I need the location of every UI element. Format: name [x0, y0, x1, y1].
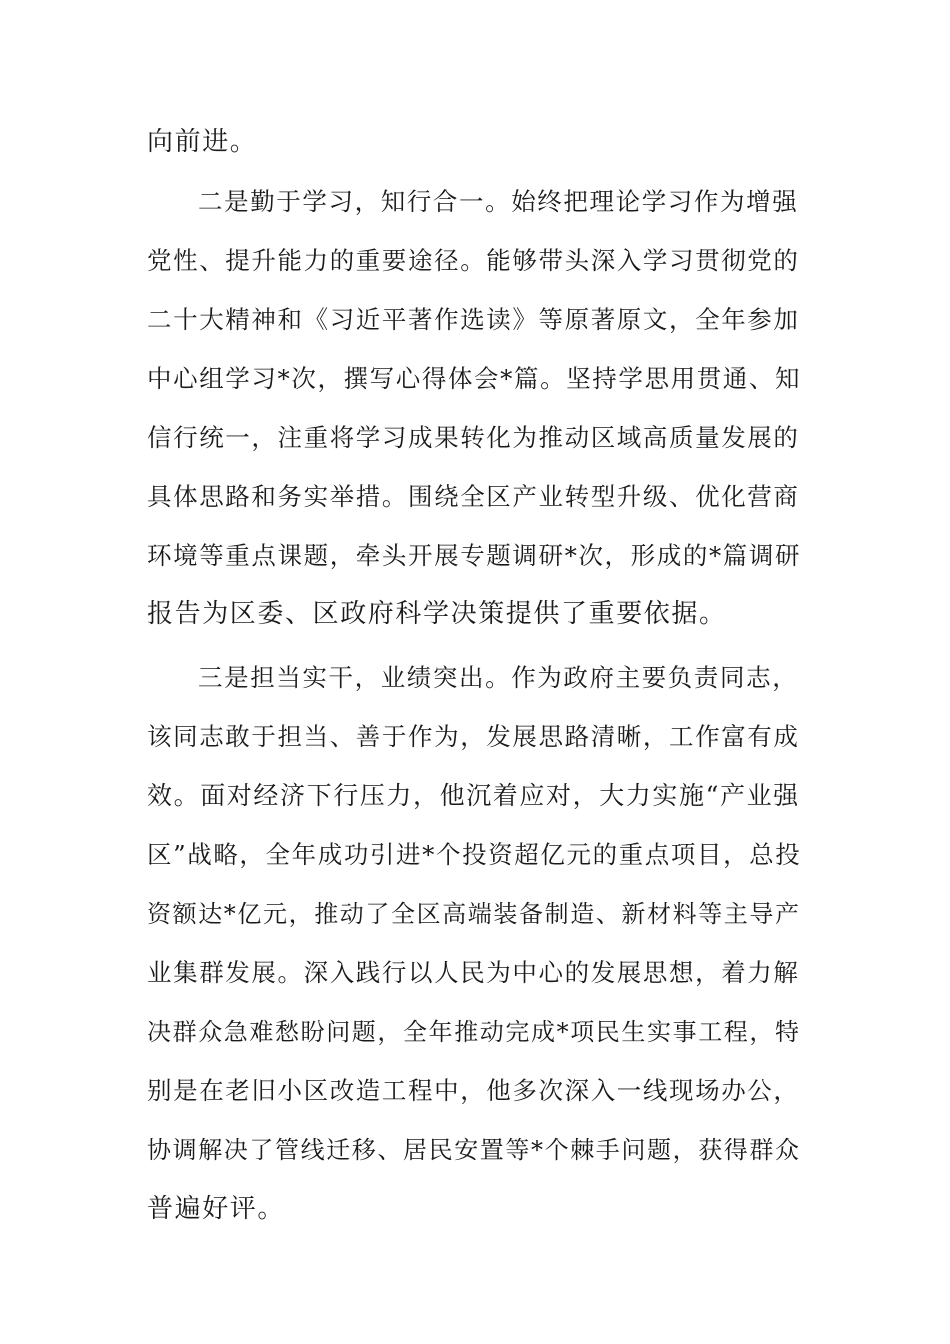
text-line: 效。面对经济下行压力，他沉着应对，大力实施“产业强	[147, 781, 800, 810]
text-line: 该同志敢于担当、善于作为，发展思路清晰，工作富有成	[147, 722, 800, 751]
text-line: 决群众急难愁盼问题，全年推动完成*项民生实事工程，特	[147, 1018, 801, 1046]
text-line: 报告为区委、区政府科学决策提供了重要依据。	[147, 599, 727, 629]
text-line: 资额达*亿元，推动了全区高端装备制造、新材料等主导产	[147, 900, 801, 928]
text-line: 环境等重点课题，牵头开展专题调研*次，形成的*篇调研	[147, 541, 802, 570]
paragraph-start-line: 二是勤于学习，知行合一。始终把理论学习作为增强	[198, 187, 799, 216]
text-line: 业集群发展。深入践行以人民为中心的发展思想，着力解	[147, 958, 800, 987]
text-line: 二十大精神和《习近平著作选读》等原著原文，全年参加	[147, 305, 800, 334]
text-line: 区”战略，全年成功引进*个投资超亿元的重点项目，总投	[147, 840, 802, 869]
text-line: 党性、提升能力的重要途径。能够带头深入学习贯彻党的	[147, 246, 800, 275]
paragraph-start-line: 三是担当实干，业绩突出。作为政府主要负责同志，	[198, 663, 799, 692]
text-line: 向前进。	[147, 127, 258, 157]
text-line: 协调解决了管线迁移、居民安置等*个棘手问题，获得群众	[147, 1136, 801, 1164]
text-line: 中心组学习*次，撰写心得体会*篇。坚持学思用贯通、知	[147, 364, 802, 393]
text-line: 信行统一，注重将学习成果转化为推动区域高质量发展的	[147, 423, 800, 452]
text-line: 别是在老旧小区改造工程中，他多次深入一线现场办公，	[147, 1076, 800, 1105]
text-line: 普遍好评。	[147, 1194, 286, 1224]
text-line: 具体思路和务实举措。围绕全区产业转型升级、优化营商	[147, 482, 800, 511]
